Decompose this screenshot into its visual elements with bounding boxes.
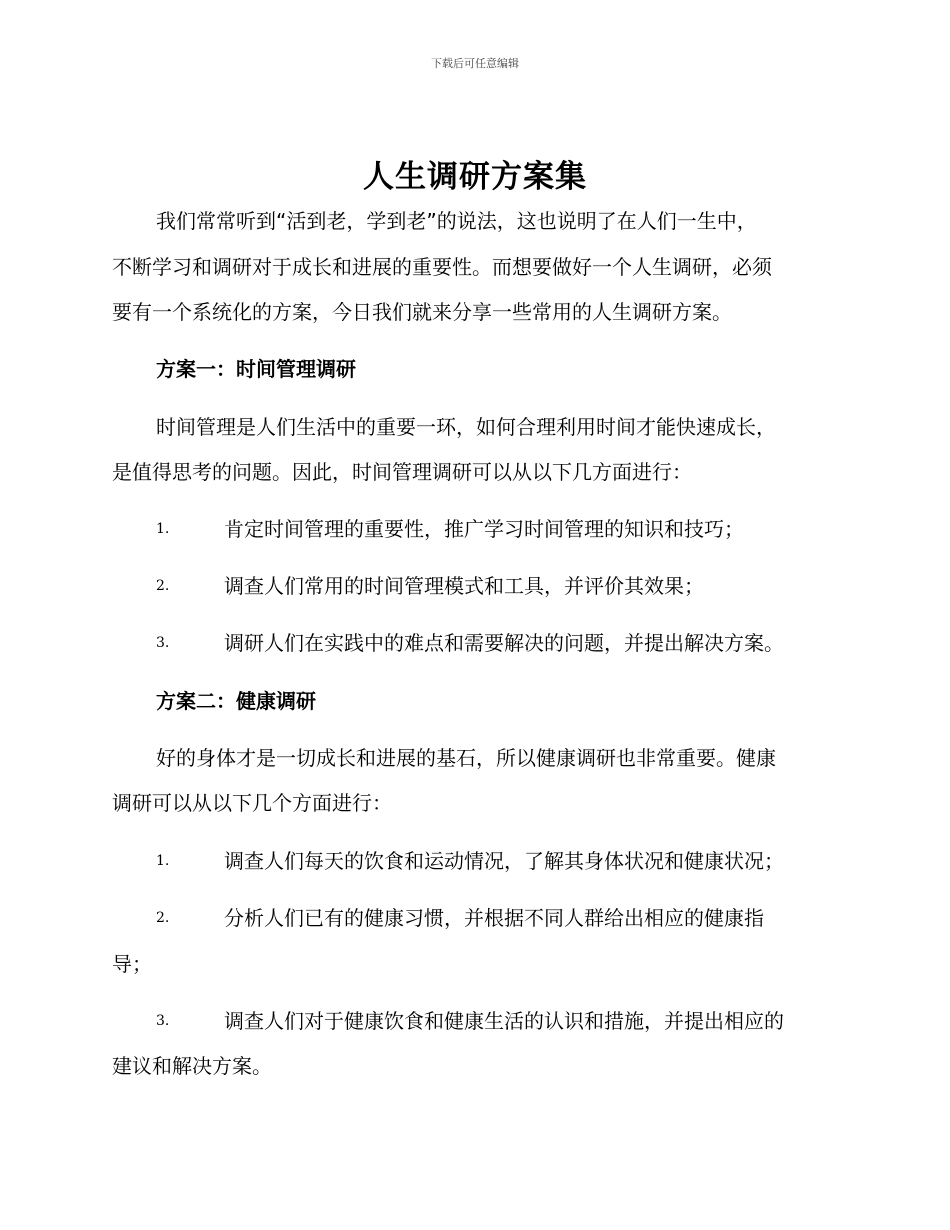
list-item-number: 3. <box>156 635 170 651</box>
section1-para-line-1: 时间管理是人们生活中的重要一环，如何合理利用时间才能快速成长， <box>156 415 776 439</box>
list-item-text: 调查人们常用的时间管理模式和工具，并评价其效果； <box>224 574 704 598</box>
list-item-text: 调查人们对于健康饮食和健康生活的认识和措施，并提出相应的 <box>224 1009 784 1033</box>
intro-line-2: 不断学习和调研对于成长和进展的重要性。而想要做好一个人生调研，必须 <box>112 255 772 279</box>
page-header-note: 下载后可任意编辑 <box>431 57 519 70</box>
document-title: 人生调研方案集 <box>363 159 587 195</box>
list-item-continuation: 建议和解决方案。 <box>112 1054 272 1078</box>
list-item-text: 肯定时间管理的重要性，推广学习时间管理的知识和技巧； <box>224 517 744 541</box>
list-item-number: 2. <box>156 578 170 594</box>
list-item-number: 1. <box>156 853 170 869</box>
intro-line-1: 我们常常听到“活到老，学到老”的说法，这也说明了在人们一生中， <box>156 209 757 233</box>
section2-heading: 方案二：健康调研 <box>156 689 316 713</box>
section1-para-line-2: 是值得思考的问题。因此，时间管理调研可以从以下几方面进行： <box>112 460 692 484</box>
intro-line-3: 要有一个系统化的方案，今日我们就来分享一些常用的人生调研方案。 <box>112 300 732 324</box>
list-item-continuation: 导； <box>112 952 152 976</box>
list-item-text: 调查人们每天的饮食和运动情况，了解其身体状况和健康状况； <box>224 849 784 873</box>
section2-para-line-1: 好的身体才是一切成长和进展的基石，所以健康调研也非常重要。健康 <box>156 746 776 770</box>
list-item-number: 1. <box>156 521 170 537</box>
list-item-text: 调研人们在实践中的难点和需要解决的问题，并提出解决方案。 <box>224 631 784 655</box>
list-item-number: 3. <box>156 1013 170 1029</box>
section1-heading: 方案一：时间管理调研 <box>156 357 356 381</box>
section2-para-line-2: 调研可以从以下几个方面进行： <box>112 791 392 815</box>
list-item-number: 2. <box>156 910 170 926</box>
list-item-text: 分析人们已有的健康习惯，并根据不同人群给出相应的健康指 <box>224 906 764 930</box>
